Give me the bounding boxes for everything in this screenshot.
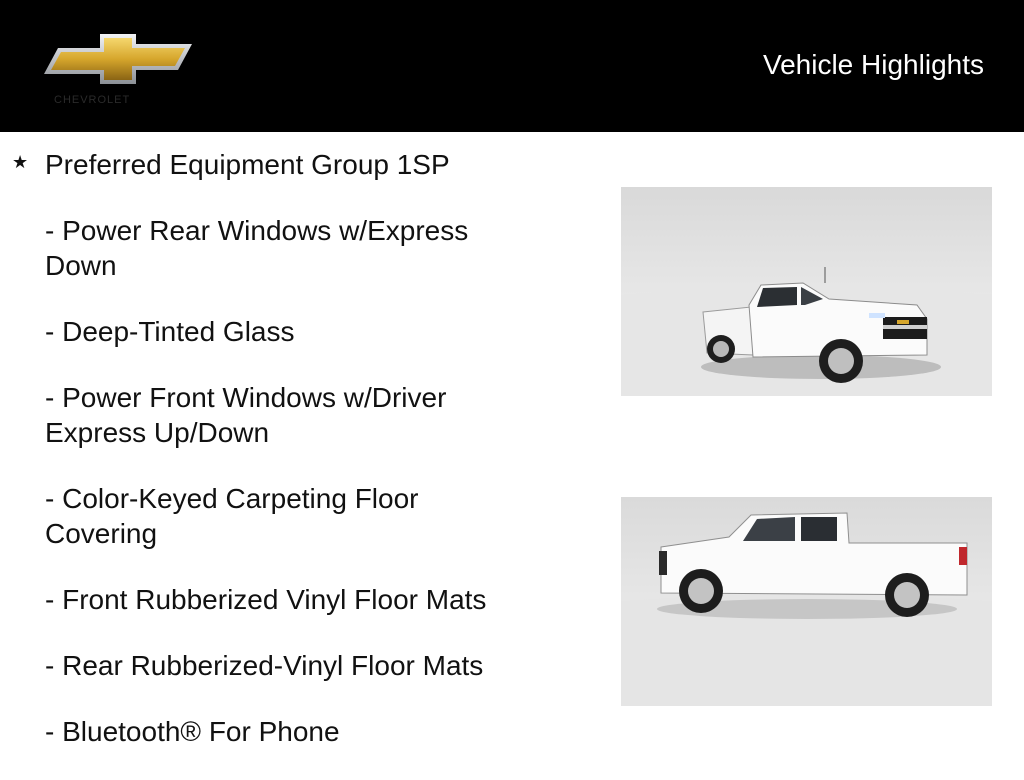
list-item: Preferred Equipment Group 1SP [45,149,450,180]
list-item: - Front Rubberized Vinyl Floor Mats [45,584,487,615]
page-title: Vehicle Highlights [762,49,984,80]
highlights-list [45,147,535,780]
list-item: - Bluetooth® For Phone [45,716,340,747]
list-item: - Deep-Tinted Glass [45,316,295,347]
list-item: - Power Front Windows w/Driver Express Up/Down [45,382,447,448]
list-item: - Color-Keyed Carpeting Floor Covering [45,483,419,549]
brand-wordmark: CHEVROLET [54,94,131,106]
star-icon: ★ [12,152,29,172]
vehicle-photo-front [621,187,992,396]
chevrolet-bowtie-icon [44,34,192,84]
vehicle-photo-side [621,497,992,706]
list-item: - Power Rear Windows w/Express Down [45,215,469,281]
list-item: - Rear Rubberized-Vinyl Floor Mats [45,650,484,681]
header-bar [0,0,1024,132]
